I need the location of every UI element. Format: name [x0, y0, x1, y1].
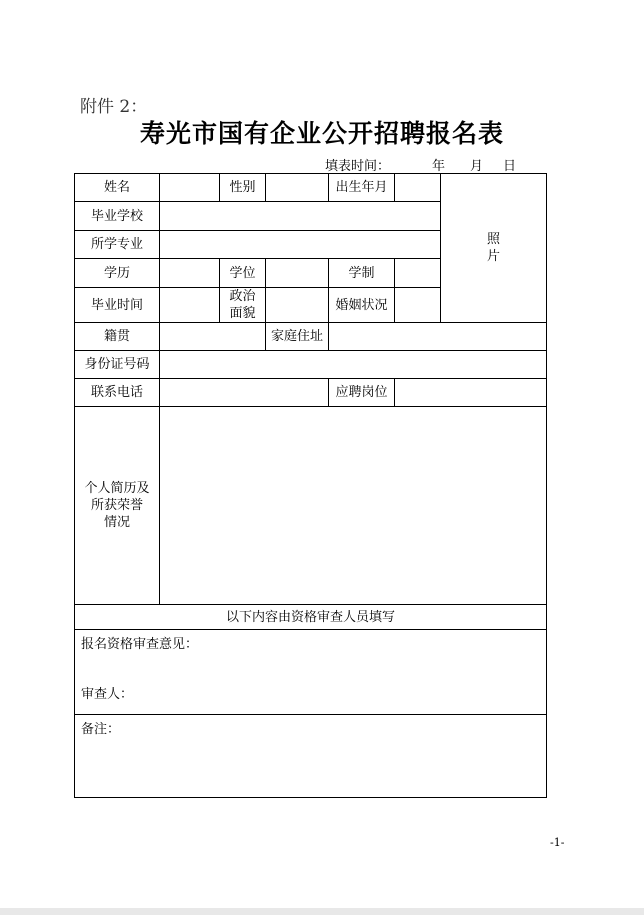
political-label-2: 面貌: [229, 306, 256, 321]
school-field[interactable]: [160, 202, 441, 231]
page-number: -1-: [550, 836, 565, 849]
year-label: 年: [432, 159, 446, 174]
gender-field[interactable]: [266, 174, 329, 202]
phone-field[interactable]: [160, 379, 329, 407]
phone-label: 联系电话: [75, 379, 160, 407]
form-title: 寿光市国有企业公开招聘报名表: [139, 119, 504, 148]
table-row: [75, 351, 547, 379]
position-field[interactable]: [395, 379, 547, 407]
id-field[interactable]: [160, 351, 547, 379]
photo-box[interactable]: [441, 174, 547, 323]
remarks-label: 备注：: [81, 722, 121, 737]
education-field[interactable]: [160, 259, 220, 288]
major-label: 所学专业: [75, 231, 160, 259]
table-row: [75, 323, 547, 351]
reviewer-label: 审查人：: [81, 687, 134, 702]
resume-label-3: 情况: [103, 515, 130, 530]
gender-label: 性别: [220, 174, 266, 202]
photo-label-1: 照: [487, 232, 501, 247]
table-row: [75, 630, 547, 715]
birth-label: 出生年月: [329, 174, 395, 202]
review-opinion-field[interactable]: [75, 630, 547, 715]
table-row: [75, 715, 547, 798]
day-label: 日: [503, 159, 517, 174]
degree-field[interactable]: [266, 259, 329, 288]
table-row: [75, 605, 547, 630]
grad-time-label: 毕业时间: [75, 288, 160, 323]
major-field[interactable]: [160, 231, 441, 259]
page-edge: [0, 908, 644, 915]
system-label: 学制: [329, 259, 395, 288]
education-label: 学历: [75, 259, 160, 288]
political-field[interactable]: [266, 288, 329, 323]
reviewer-section-header: 以下内容由资格审查人员填写: [75, 605, 547, 630]
grad-time-field[interactable]: [160, 288, 220, 323]
political-label-1: 政治: [229, 289, 256, 304]
application-form: [74, 173, 547, 798]
position-label: 应聘岗位: [329, 379, 395, 407]
remarks-field[interactable]: [75, 715, 547, 798]
name-label: 姓名: [75, 174, 160, 202]
address-label: 家庭住址: [266, 323, 329, 351]
marital-field[interactable]: [395, 288, 441, 323]
id-label: 身份证号码: [75, 351, 160, 379]
system-field[interactable]: [395, 259, 441, 288]
attachment-label: 附件 2：: [80, 97, 148, 117]
political-label: [220, 288, 266, 323]
native-label: 籍贯: [75, 323, 160, 351]
resume-label-1: 个人简历及: [84, 481, 150, 496]
name-field[interactable]: [160, 174, 220, 202]
native-field[interactable]: [160, 323, 266, 351]
table-row: [75, 407, 547, 605]
month-label: 月: [470, 159, 484, 174]
resume-label-2: 所获荣誉: [90, 498, 143, 513]
school-label: 毕业学校: [75, 202, 160, 231]
address-field[interactable]: [329, 323, 547, 351]
review-opinion-label: 报名资格审查意见：: [81, 637, 199, 652]
birth-field[interactable]: [395, 174, 441, 202]
table-row: [75, 174, 547, 202]
resume-field[interactable]: [160, 407, 547, 605]
fill-time-label: 填表时间：: [325, 159, 391, 174]
degree-label: 学位: [220, 259, 266, 288]
marital-label: 婚姻状况: [329, 288, 395, 323]
resume-label: [75, 407, 160, 605]
photo-label-2: 片: [487, 249, 501, 264]
table-row: [75, 379, 547, 407]
